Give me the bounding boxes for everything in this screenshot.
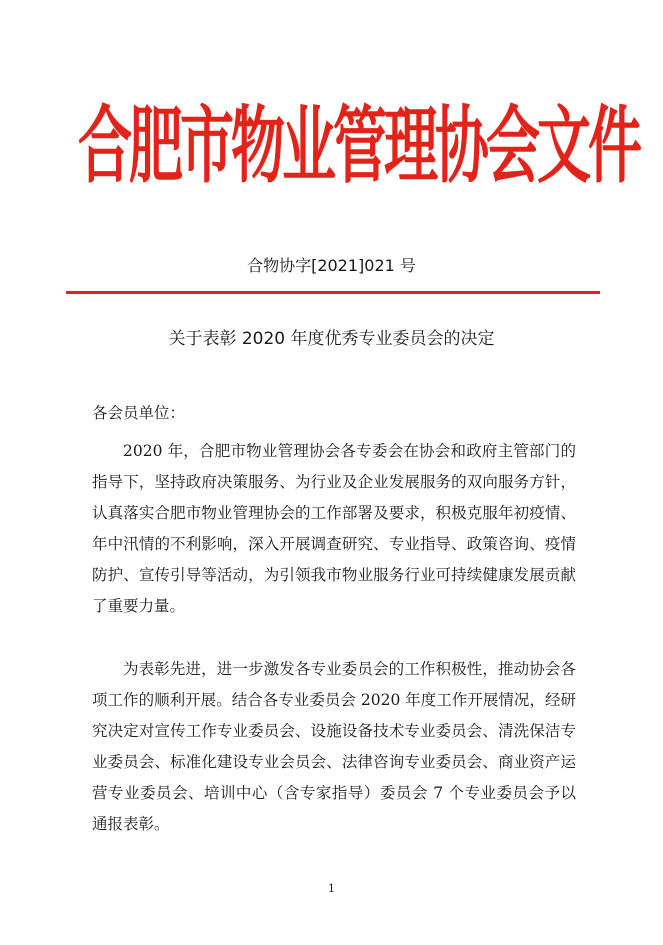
document-title: 关于表彰 2020 年度优秀专业委员会的决定 bbox=[168, 329, 495, 349]
body-paragraph-1: 2020 年，合肥市物业管理协会各专委会在协会和政府主管部门的指导下，坚持政府决策服务、为行业及企业发展服务的双向服务方针，认真落实合肥市物业管理协会的工作部署及要求，积极克服年初疫情、年中汛情的不利影响，深入开展调查研究、专业指导、政策咨询、疫情防护、宣传引导等活动，为引领我市物业服务行业可持续健康发展贡献了重要力量。 bbox=[92, 442, 576, 615]
salutation: 各会员单位： bbox=[92, 404, 186, 422]
masthead-title: 合肥市物业管理协会文件 bbox=[78, 95, 639, 195]
document-number: 合物协字[2021]021 号 bbox=[247, 256, 416, 275]
body-paragraph-2: 为表彰先进，进一步激发各专业委员会的工作积极性，推动协会各项工作的顺利开展。结合各专业委员会 2020 年度工作开展情况，经研究决定对宣传工作专业委员会、设施设备技术专业委员会、清洗保洁专业委员会、标准化建设专业会员会、法律咨询专业委员会、商业资产运营专业委员会、培训中心（含专家指导）委员会 7 个专业委员会予以通报表彰。 bbox=[92, 660, 576, 833]
red-divider-line bbox=[66, 291, 600, 294]
page-number: 1 bbox=[328, 882, 335, 895]
